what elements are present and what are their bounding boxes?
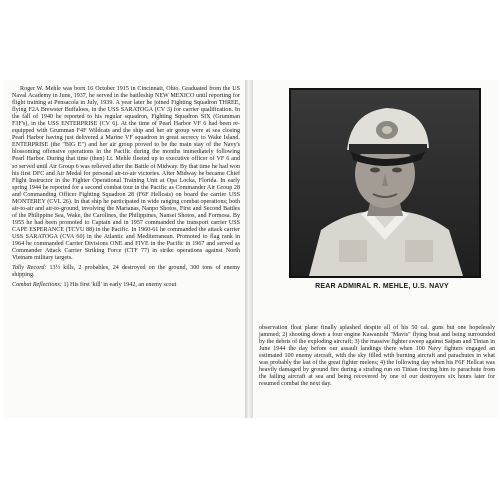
tally-text: 13½ kills, 2 probables, 24 destroyed on the ground, 300 tons of enemy shipping. bbox=[12, 265, 240, 279]
reflections-continued: observation float plane finally splashed despite all of his 50 cal. guns but one hopelessly jammed; 2) shooting down a four engine Kawanishi "Mavis" flying boat and being surrounded by the debris of the exploding aircraft; 3) the massive fighter sweep against Saipan and Tinian in June 1944 the day before our assault landings there when 100 Navy fighters engaged an estimated 100 enemy aircraft, with the sky filled with burning aircraft and parachutes in what was probably the last of the great fighter melees; 4) the following day when his F6F Hellcat was heavily damaged by ground fire during a strafing run on Tinian forcing him to parachute from the failing aircraft at sea and being recovered by one of our destroyers six hours later for resumed combat the next day. bbox=[259, 325, 495, 388]
combat-text: 1) His first 'kill' in early 1942, an enemy scout bbox=[61, 282, 177, 289]
bio-paragraph: Roger W. Mehle was born 16 October 1915 in Cincinnati, Ohio. Graduated from the US Naval Academy in June, 1937, he served in the battleship NEW MEXICO until reporting for flight training at Pensacola in July, 1939. A year later he joined Fighting Squadron THREE, flying F2A Brewster Buffaloes, in the USS SARATOGA (CV 3) for carrier qualification. In the fall of 1940 he reported to his regular squadron, Fighting Squadron SIX (Grumman F3F's), in the USS ENTERPRISE (CV 6). At the time of Pearl Harbor VF 6 had been re-equipped with Grumman F4F Wildcats and the ship and her air group were at sea closing Pearl Harbor having just delivered a Marine VF squadron in great secrecy to Wake Island. ENTERPRISE (the "BIG E") and her air group proved to be the main stay of the Navy's blossoming offensive operations in the Pacific during the months immediately following Pearl Harbor. During that time (then) Lt. Mehle fleeted up to executive officer of VF 6 and so served until Air Group 6 was relieved after the Battle of Midway. By that time he had won his first DFC and Air Medal for personal air-to-air victories. After Midway he became Chief Flight Instructor in the Fighter Operational Training Unit at Opa Locka, Florida. In early spring 1944 he reported for a second combat tour in the Pacific as Commander Air Group 28 and Commanding Officer Fighting Squadron 28 (F6F Hellcats) on board the carrier USS MONTEREY (CVL 26). In that ship he participated in wide ranging combat operations; both air-to-air and air-to-ground, involving the Marianas, Nanpo Shotos, First and Second Battles of the Philippine Sea, Wake, the Carolines, the Philippines, Nansei Shotos, and Formosa. By 1955 he had been promoted to Captain and in 1957 commanded the transport carrier USS CAPE ESPERANCE (TCVU 88) in the Pacific. In 1960-61 he commanded the attack carrier USS SARATOGA (CVA 60) in the Atlantic and Mediterranean. Promoted to flag rank in 1964 he commanded Carrier Divisions ONE and FIVE in the Pacific in 1967 and served as Commander Attack Carrier Striking Force (CTF 77) in strike operations against North Vietnam military targets. bbox=[12, 86, 240, 262]
combat-label: Combat Reflections: bbox=[12, 282, 62, 289]
portrait-image bbox=[291, 90, 479, 276]
biography-text bbox=[12, 86, 240, 289]
tally-record bbox=[12, 265, 240, 279]
tally-label: Tally Record: bbox=[12, 265, 47, 272]
right-page bbox=[253, 80, 499, 418]
photo-caption: REAR ADMIRAL R. MEHLE, U.S. NAVY bbox=[315, 283, 449, 290]
left-page bbox=[3, 80, 245, 418]
combat-reflections bbox=[12, 282, 240, 289]
portrait-photo bbox=[289, 88, 481, 278]
continued-text bbox=[259, 325, 495, 388]
book-gutter bbox=[245, 80, 253, 418]
